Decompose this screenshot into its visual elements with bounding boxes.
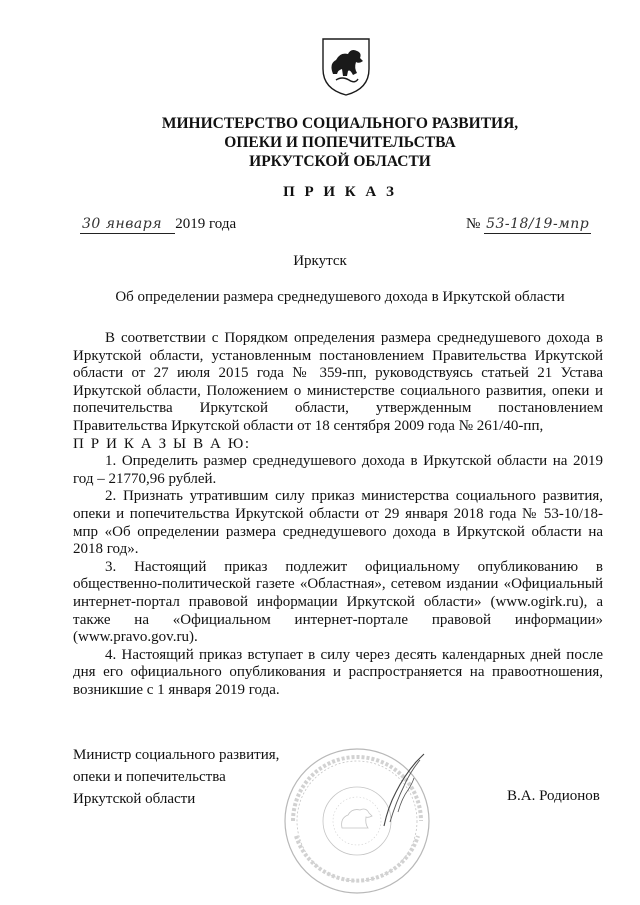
handwritten-number: 53-18/19-мпр (486, 216, 590, 232)
preamble-paragraph: В соответствии с Порядком определения размера среднедушевого дохода в Иркутской области, установленным постановлением Правительства Иркутской области от 27 июля 2015 года № 359-пп, руководствуясь статьей 21 Устава Иркутской области, Положением о министерстве социального развития, опеки и попечительства Иркутской области, утвержденным постановлением Правительства Иркутской области от 18 сентября 2009 года № 261/40-пп, (73, 330, 603, 434)
document-type-title: П Р И К А З (283, 184, 397, 200)
signer-name: В.А. Родионов (507, 788, 600, 804)
signer-position-line: Иркутской области (73, 791, 196, 807)
order-word: П Р И К А З Ы В А Ю: (73, 435, 251, 452)
number-prefix: № (466, 216, 481, 232)
ministry-name (140, 114, 540, 171)
signer-position-line: Министр социального развития, (73, 747, 280, 763)
order-item: 3. Настоящий приказ подлежит официальному опубликованию в общественно-политической газете «Областная», сетевом издании «Официальный интернет-портал правовой информации Иркутской области» (www.ogirk.ru), а также на «Официальном интернет-портале правовой информации» (www.pravo.gov.ru). (73, 558, 603, 646)
coat-of-arms-icon (320, 35, 372, 97)
number-field (484, 216, 591, 234)
order-body (73, 330, 603, 699)
ministry-line: ОПЕКИ И ПОПЕЧИТЕЛЬСТВА (224, 134, 456, 151)
order-item: 2. Признать утратившим силу приказ министерства социального развития, опеки и попечительства Иркутской области от 29 января 2018 года № 53-10/18-мпр «Об определении размера среднедушевого дохода в Иркутской области на 2018 год». (73, 488, 603, 558)
date-suffix: 2019 года (175, 216, 237, 232)
city: Иркутск (293, 253, 347, 269)
ministry-line: МИНИСТЕРСТВО СОЦИАЛЬНОГО РАЗВИТИЯ, (161, 115, 519, 132)
order-item: 1. Определить размер среднедушевого дохода в Иркутской области на 2019 год – 21770,96 рублей. (73, 453, 603, 487)
signer-position (73, 744, 279, 810)
order-subject: Об определении размера среднедушевого дохода в Иркутской области (115, 289, 565, 305)
number-line (466, 216, 591, 234)
order-item: 4. Настоящий приказ вступает в силу через десять календарных дней после дня его официального опубликования и распространяется на правоотношения, возникшие с 1 января 2019 года. (73, 646, 603, 698)
date-field (80, 216, 175, 234)
signer-position-line: опеки и попечительства (73, 769, 226, 785)
ministry-line: ИРКУТСКОЙ ОБЛАСТИ (249, 153, 431, 170)
handwritten-date: 30 января (82, 216, 162, 232)
date-line (80, 216, 236, 234)
handwritten-signature (378, 752, 430, 828)
